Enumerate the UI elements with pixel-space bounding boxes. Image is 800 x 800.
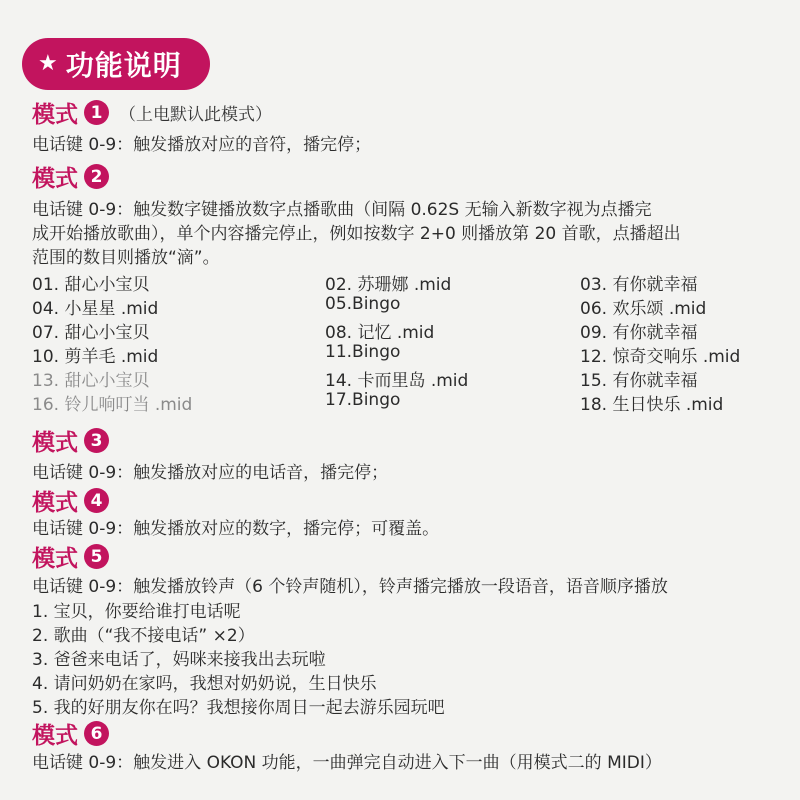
mode-number-badge: 6 — [84, 721, 109, 746]
mode-4-heading — [32, 484, 109, 517]
song-item: 18. 生日快乐 .mid — [580, 395, 724, 415]
mode-label: 模式 — [32, 430, 78, 456]
mode-2-desc-line-1: 电话键 0-9：触发数字键播放数字点播歌曲（间隔 0.62S 无输入新数字视为点播完 — [32, 200, 652, 220]
voice-line: 1. 宝贝，你要给谁打电话呢 — [32, 602, 241, 622]
song-item: 17.Bingo — [325, 390, 401, 410]
mode-2-desc-line-3: 范围的数目则播放“滴”。 — [32, 248, 220, 268]
mode-number-badge: 5 — [84, 544, 109, 569]
mode-label: 模式 — [32, 546, 78, 572]
song-item: 06. 欢乐颂 .mid — [580, 299, 707, 319]
mode-label: 模式 — [32, 723, 78, 749]
mode-number-badge: 3 — [84, 428, 109, 453]
song-item: 13. 甜心小宝贝 — [32, 371, 150, 391]
mode-6-desc: 电话键 0-9：触发进入 OKON 功能，一曲弹完自动进入下一曲（用模式二的 MIDI） — [32, 753, 662, 773]
voice-line: 3. 爸爸来电话了，妈咪来接我出去玩啦 — [32, 650, 326, 670]
mode-5-desc: 电话键 0-9：触发播放铃声（6 个铃声随机），铃声播完播放一段语音，语音顺序播放 — [32, 577, 668, 597]
song-item: 11.Bingo — [325, 342, 401, 362]
mode-label: 模式 — [32, 102, 78, 128]
page-title: 功能说明 — [65, 49, 182, 82]
song-item: 07. 甜心小宝贝 — [32, 323, 150, 343]
mode-6-heading — [32, 717, 109, 750]
mode-2-desc-line-2: 成开始播放歌曲），单个内容播完停止，例如按数字 2+0 则播放第 20 首歌，点播超出 — [32, 224, 681, 244]
mode-number-badge: 1 — [84, 100, 109, 125]
mode-3-desc: 电话键 0-9：触发播放对应的电话音，播完停； — [32, 463, 389, 483]
mode-4-desc: 电话键 0-9：触发播放对应的数字，播完停；可覆盖。 — [32, 519, 440, 539]
song-item: 10. 剪羊毛 .mid — [32, 347, 159, 367]
star-icon: ★ — [38, 51, 58, 76]
song-item: 03. 有你就幸福 — [580, 275, 698, 295]
voice-line: 5. 我的好朋友你在吗？我想接你周日一起去游乐园玩吧 — [32, 698, 445, 718]
song-item: 09. 有你就幸福 — [580, 323, 698, 343]
voice-line: 4. 请问奶奶在家吗，我想对奶奶说，生日快乐 — [32, 674, 377, 694]
mode-label: 模式 — [32, 166, 78, 192]
song-item: 12. 惊奇交响乐 .mid — [580, 347, 741, 367]
song-item: 04. 小星星 .mid — [32, 299, 159, 319]
mode-1-desc: 电话键 0-9：触发播放对应的音符，播完停； — [32, 135, 372, 155]
song-item: 08. 记忆 .mid — [325, 323, 435, 343]
song-item: 14. 卡而里岛 .mid — [325, 371, 469, 391]
mode-note: （上电默认此模式） — [119, 105, 272, 125]
voice-line: 2. 歌曲（“我不接电话” ×2） — [32, 626, 255, 646]
mode-2-heading — [32, 160, 109, 193]
song-item: 16. 铃儿响叮当 .mid — [32, 395, 193, 415]
mode-number-badge: 2 — [84, 164, 109, 189]
mode-5-heading — [32, 540, 109, 573]
song-item: 05.Bingo — [325, 294, 401, 314]
mode-1-heading — [32, 96, 272, 129]
song-item: 15. 有你就幸福 — [580, 371, 698, 391]
mode-number-badge: 4 — [84, 488, 109, 513]
mode-3-heading — [32, 424, 109, 457]
song-item: 01. 甜心小宝贝 — [32, 275, 150, 295]
section-title-badge — [22, 38, 210, 90]
mode-label: 模式 — [32, 490, 78, 516]
song-item: 02. 苏珊娜 .mid — [325, 275, 452, 295]
